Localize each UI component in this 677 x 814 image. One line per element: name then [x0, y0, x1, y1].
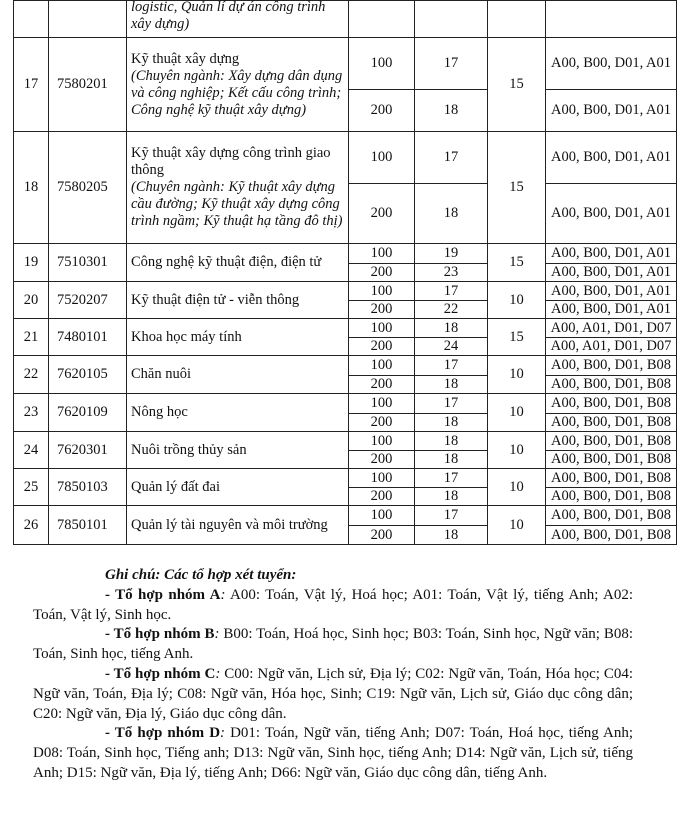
major-title: Chăn nuôi — [131, 366, 192, 382]
major-name-cell — [127, 506, 349, 545]
row-number: 26 — [14, 506, 49, 545]
quota-a: 100 — [349, 38, 415, 90]
major-title: Kỹ thuật xây dựng — [131, 50, 240, 67]
extra-value: 15 — [488, 244, 546, 282]
quota-a: 100 — [349, 244, 415, 264]
quota-b: 200 — [349, 376, 415, 394]
quota-a: 100 — [349, 319, 415, 338]
score-b: 18 — [415, 526, 488, 545]
score-a: 17 — [415, 469, 488, 488]
major-code: 7520207 — [49, 282, 127, 319]
major-name-cell — [127, 319, 349, 356]
extra-value: 10 — [488, 282, 546, 319]
extra-value: 10 — [488, 506, 546, 545]
combination-b: A00, B00, D01, B08 — [546, 488, 677, 506]
combination-b: A00, B00, D01, B08 — [546, 526, 677, 545]
score-a: 17 — [415, 394, 488, 414]
combination-a: A00, A01, D01, D07 — [546, 319, 677, 338]
major-title: Nuôi trồng thủy sản — [131, 441, 247, 458]
combination-a: A00, B00, D01, A01 — [546, 244, 677, 264]
score-b: 18 — [415, 90, 488, 132]
major-name-cell — [127, 469, 349, 506]
note-group — [33, 586, 633, 626]
score-b: 18 — [415, 451, 488, 469]
score-b: 22 — [415, 301, 488, 319]
notes-title: Ghi chú: Các tổ hợp xét tuyển: — [105, 567, 297, 583]
score-a: 18 — [415, 432, 488, 451]
combination-a: A00, B00, D01, B08 — [546, 432, 677, 451]
major-code: 7580205 — [49, 132, 127, 244]
quota-b: 200 — [349, 526, 415, 545]
note-group — [33, 625, 633, 665]
major-code: 7580201 — [49, 38, 127, 132]
table-row — [14, 319, 677, 338]
score-a: 17 — [415, 282, 488, 301]
major-name-cell — [127, 38, 349, 132]
quota-b: 200 — [349, 90, 415, 132]
row-number: 20 — [14, 282, 49, 319]
quota-b: 200 — [349, 301, 415, 319]
major-spec: logistic, Quản lí dự án công trình xây dựng) — [131, 0, 326, 32]
major-code: 7620109 — [49, 394, 127, 432]
row-number: 17 — [14, 38, 49, 132]
combination-b: A00, B00, D01, B08 — [546, 414, 677, 432]
major-code: 7480101 — [49, 319, 127, 356]
note-group-body: D01: Toán, Ngữ văn, tiếng Anh; D07: Toán, Hoá học, tiếng Anh; D08: Toán, Sinh học, Tiếng anh; D13: Ngữ văn, Sinh học, tiếng Anh; D14: Ngữ văn, Lịch sử, tiếng Anh; D15: Ngữ văn, Địa lý, tiếng Anh; D66: Ngữ văn, Giáo dục công dân, tiếng Anh. — [33, 725, 634, 781]
score-b: 23 — [415, 264, 488, 282]
major-name-cell — [127, 282, 349, 319]
combination-b: A00, B00, D01, B08 — [546, 451, 677, 469]
quota-b: 200 — [349, 338, 415, 356]
major-title: Quản lý đất đai — [131, 478, 220, 495]
quota-a: 100 — [349, 394, 415, 414]
row-number: 18 — [14, 132, 49, 244]
score-a: 17 — [415, 132, 488, 184]
quota-b: 200 — [349, 414, 415, 432]
row-number: 23 — [14, 394, 49, 432]
combination-a: A00, B00, D01, B08 — [546, 356, 677, 376]
note-group-colon: : — [215, 665, 221, 682]
table-row — [14, 282, 677, 301]
table-row — [14, 244, 677, 264]
combination-b: A00, B00, D01, B08 — [546, 376, 677, 394]
major-code: 7850101 — [49, 506, 127, 545]
major-code: 7850103 — [49, 469, 127, 506]
combination-b: A00, B00, D01, A01 — [546, 301, 677, 319]
score-b: 18 — [415, 376, 488, 394]
note-group — [33, 665, 633, 724]
combination-a: A00, B00, D01, A01 — [546, 38, 677, 90]
score-a: 17 — [415, 506, 488, 526]
score-b: 18 — [415, 488, 488, 506]
extra-value: 15 — [488, 319, 546, 356]
table-row — [14, 432, 677, 451]
row-number: 21 — [14, 319, 49, 356]
quota-a: 100 — [349, 506, 415, 526]
major-spec: (Chuyên ngành: Xây dựng dân dụng và công nghiệp; Kết cấu công trình; Công nghệ kỹ thuật xây dựng) — [131, 67, 343, 118]
combination-a: A00, B00, D01, A01 — [546, 132, 677, 184]
major-name-cell — [127, 132, 349, 244]
score-a: 17 — [415, 356, 488, 376]
quota-a: 100 — [349, 356, 415, 376]
table-row — [14, 132, 677, 184]
table-row — [14, 38, 677, 90]
row-number: 19 — [14, 244, 49, 282]
quota-a: 100 — [349, 282, 415, 301]
table-row — [14, 469, 677, 488]
note-group-body: B00: Toán, Hoá học, Sinh học; B03: Toán, Sinh học, Ngữ văn; B08: Toán, Sinh học, tiếng Anh. — [33, 626, 633, 663]
score-a: 19 — [415, 244, 488, 264]
major-title: Kỹ thuật điện tử - viễn thông — [131, 291, 300, 308]
major-name-cell — [127, 244, 349, 282]
major-name-cell — [127, 394, 349, 432]
combination-b: A00, B00, D01, A01 — [546, 184, 677, 244]
extra-value: 10 — [488, 356, 546, 394]
major-code: 7620301 — [49, 432, 127, 469]
quota-b: 200 — [349, 264, 415, 282]
notes-section — [33, 566, 633, 784]
quota-b: 200 — [349, 184, 415, 244]
note-group-heading: - Tổ hợp nhóm B — [105, 626, 215, 643]
quota-a: 100 — [349, 469, 415, 488]
note-group-body: A00: Toán, Vật lý, Hoá học; A01: Toán, Vật lý, tiếng Anh; A02: Toán, Vật lý, Sinh học. — [33, 586, 633, 623]
combination-b: A00, B00, D01, A01 — [546, 90, 677, 132]
table-row — [14, 356, 677, 376]
combination-a: A00, B00, D01, B08 — [546, 394, 677, 414]
quota-a: 100 — [349, 132, 415, 184]
score-b: 18 — [415, 414, 488, 432]
extra-value: 10 — [488, 432, 546, 469]
note-group-heading: - Tổ hợp nhóm C — [105, 665, 216, 682]
major-title: Khoa học máy tính — [131, 328, 242, 345]
note-group-body: C00: Ngữ văn, Lịch sử, Địa lý; C02: Ngữ văn, Toán, Hóa học; C04: Ngữ văn, Toán, Địa lý; C08: Ngữ văn, Hóa học, Sinh; C19: Ngữ văn, Lịch sử, Giáo dục công dân; C20: Ngữ văn, Địa lý, Giáo dục công dân. — [33, 665, 633, 722]
extra-value: 10 — [488, 394, 546, 432]
combination-b: A00, A01, D01, D07 — [546, 338, 677, 356]
note-group-heading: - Tổ hợp nhóm D — [105, 725, 221, 742]
row-number: 24 — [14, 432, 49, 469]
major-name-cell — [127, 356, 349, 394]
major-name-cell — [127, 432, 349, 469]
quota-a: 100 — [349, 432, 415, 451]
extra-value: 10 — [488, 469, 546, 506]
major-spec: (Chuyên ngành: Kỹ thuật xây dựng cầu đường; Kỹ thuật xây dựng công trình ngầm; Kỹ thuật hạ tầng đô thị) — [131, 179, 343, 229]
score-a: 18 — [415, 319, 488, 338]
note-group-colon: : — [214, 626, 220, 643]
combination-b: A00, B00, D01, A01 — [546, 264, 677, 282]
score-b: 18 — [415, 184, 488, 244]
quota-b: 200 — [349, 451, 415, 469]
table-row-continued — [14, 1, 677, 38]
note-group — [33, 724, 633, 783]
admission-table — [13, 0, 677, 545]
score-a: 17 — [415, 38, 488, 90]
row-number: 25 — [14, 469, 49, 506]
combination-a: A00, B00, D01, A01 — [546, 282, 677, 301]
major-title: Quản lý tài nguyên và môi trường — [131, 516, 328, 533]
row-number: 22 — [14, 356, 49, 394]
major-code: 7510301 — [49, 244, 127, 282]
major-code: 7620105 — [49, 356, 127, 394]
table-row — [14, 506, 677, 526]
note-group-colon: : — [220, 725, 226, 742]
major-title: Nông học — [131, 404, 188, 420]
quota-b: 200 — [349, 488, 415, 506]
combination-a: A00, B00, D01, B08 — [546, 506, 677, 526]
table-row — [14, 394, 677, 414]
score-b: 24 — [415, 338, 488, 356]
extra-value: 15 — [488, 38, 546, 132]
note-group-heading: - Tổ hợp nhóm A — [105, 586, 221, 603]
note-group-colon: : — [220, 586, 226, 603]
combination-a: A00, B00, D01, B08 — [546, 469, 677, 488]
major-title: Kỹ thuật xây dựng công trình giao thông — [131, 145, 331, 178]
extra-value: 15 — [488, 132, 546, 244]
major-title: Công nghệ kỹ thuật điện, điện tử — [131, 254, 322, 270]
